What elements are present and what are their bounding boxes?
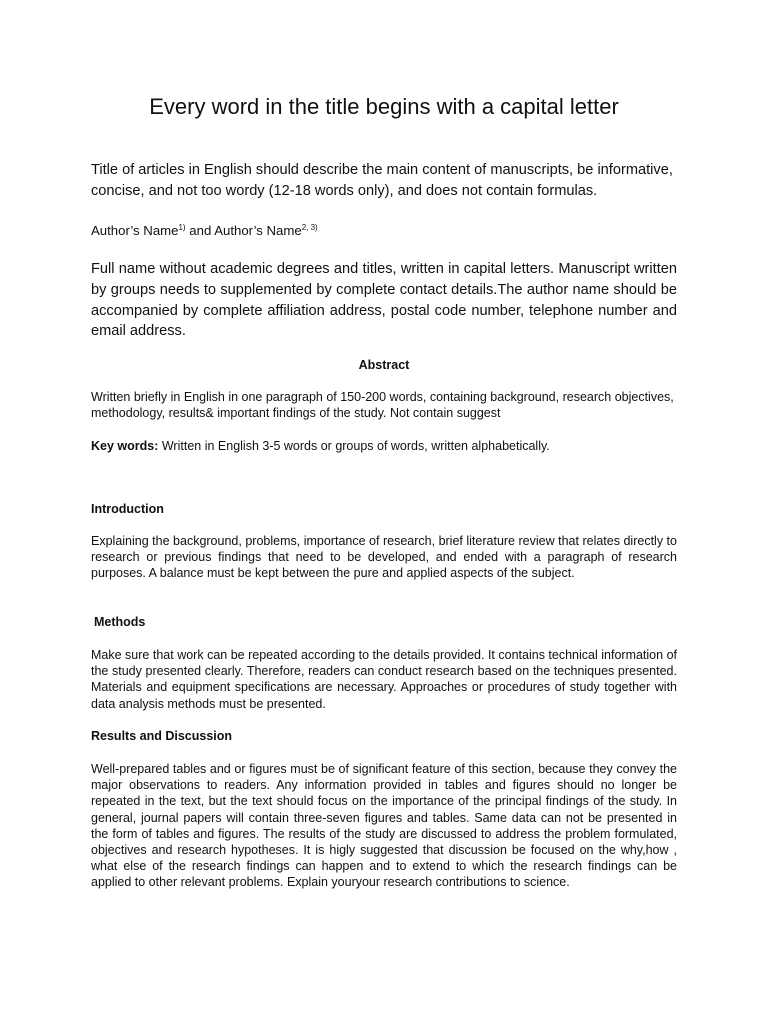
introduction-text: Explaining the background, problems, importance of research, brief literature review that relates directly to research or previous findings that need to be developed, and ended with a paragraph of research purposes. A balance must be kept between the pure and applied aspects of the subject.	[91, 534, 677, 581]
author-description: Full name without academic degrees and titles, written in capital letters. Manuscript written by groups needs to supplemented by complete contact details.The author name should be accompanied by complete affiliation address, postal code number, telephone number and email address.	[91, 261, 677, 340]
author-name-1: Author’s Name	[91, 223, 179, 238]
methods-text: Make sure that work can be repeated according to the details provided. It contains technical information of the study presented clearly. Therefore, readers can conduct research based on the techniques presented. Materials and equipment specifications are necessary. Approaches or procedures of study together with data analysis methods must be presented.	[91, 648, 677, 711]
abstract-text: Written briefly in English in one paragraph of 150-200 words, containing background, research objectives, methodology, results& important findings of the study. Not contain suggest	[91, 390, 674, 421]
introduction-heading: Introduction	[91, 502, 164, 516]
author-line	[91, 222, 677, 240]
title-description: Title of articles in English should describe the main content of manuscripts, be informative, concise, and not too wordy (12-18 words only), and does not contain formulas.	[91, 162, 673, 199]
document-title: Every word in the title begins with a capital letter	[149, 94, 619, 119]
methods-heading: Methods	[94, 615, 146, 629]
author-affiliation-1: 1)	[178, 223, 186, 232]
keywords-paragraph	[91, 438, 677, 454]
keywords-label: Key words:	[91, 439, 159, 453]
author-joiner: and	[185, 223, 215, 238]
results-heading: Results and Discussion	[91, 729, 233, 743]
abstract-heading: Abstract	[358, 358, 410, 372]
results-text: Well-prepared tables and or figures must be of significant feature of this section, because they convey the major observations to readers. Any information provided in tables and figures should no longer be repeated in the text, but the text should focus on the importance of the principal findings of the study. In general, journal papers will contain three-seven figures and tables. Same data can not be presented in the form of tables and figures. The results of the study are discussed to address the problem formulated, objectives and research hypotheses. It is higly suggested that discussion be focused on the why,how , what else of the research findings can happen and to extend to which the research findings can be applied to other relevant problems. Explain youryour research contributions to science.	[91, 762, 677, 890]
author-name-2: Author’s Name	[214, 223, 302, 238]
author-affiliation-2: 2, 3)	[301, 223, 318, 232]
keywords-text: Written in English 3-5 words or groups of words, written alphabetically.	[158, 439, 550, 453]
